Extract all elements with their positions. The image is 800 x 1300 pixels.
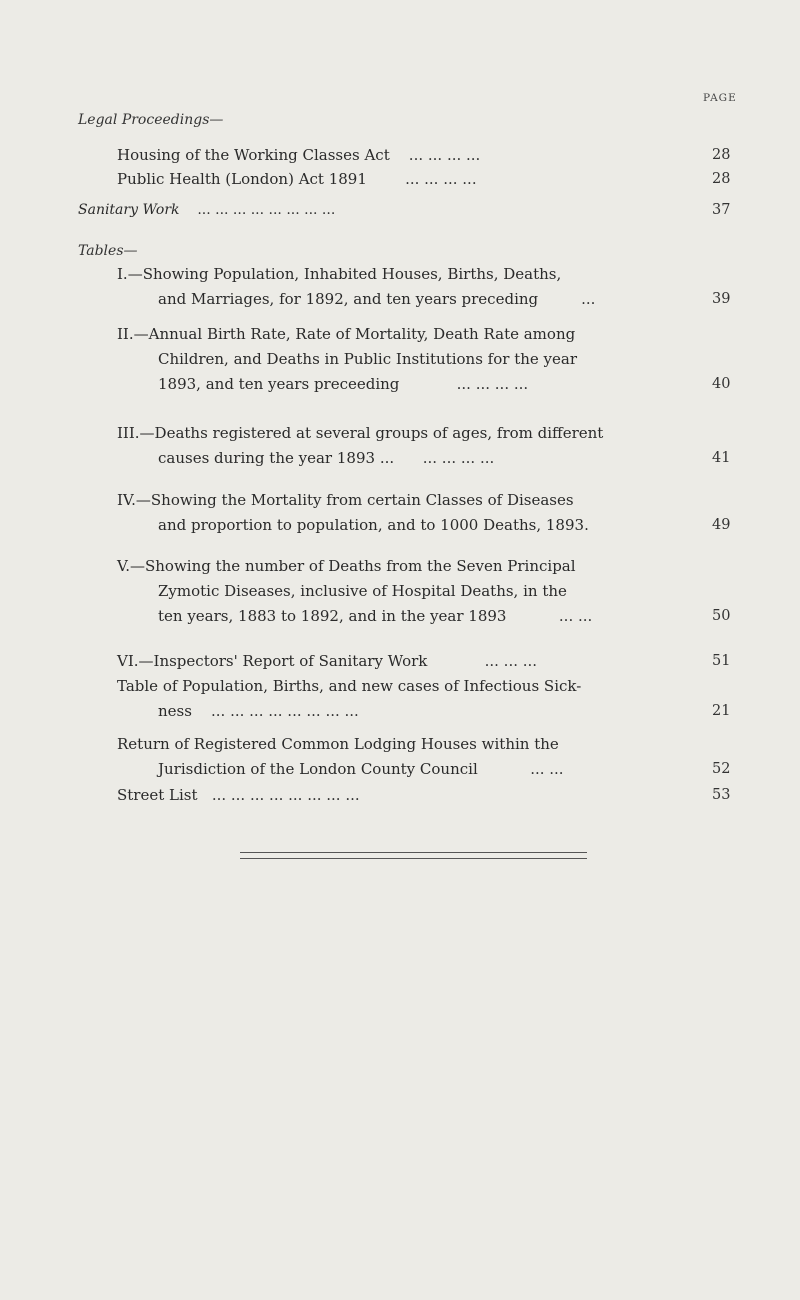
- divider-rule-top: [240, 852, 587, 853]
- entry-line: ness: [158, 702, 192, 720]
- entry-title: Sanitary Work: [78, 202, 180, 218]
- entry-line: VI.—Inspectors' Report of Sanitary Work: [117, 652, 428, 670]
- leader-dots: ... ... ...: [484, 652, 538, 670]
- entry-line: Zymotic Diseases, inclusive of Hospital Deaths, in the: [158, 582, 567, 600]
- entry-line: V.—Showing the number of Deaths from the Seven Principal: [117, 557, 576, 575]
- leader-dots: ... ... ... ...: [422, 449, 495, 467]
- entry-line: Return of Registered Common Lodging Houses within the: [117, 735, 559, 753]
- entry-page-number: 39: [712, 291, 731, 307]
- legal-proceedings-heading: Legal Proceedings—: [78, 112, 224, 128]
- leader-dots: ... ... ... ... ... ... ... ...: [211, 786, 360, 804]
- leader-dots: ... ... ... ...: [456, 375, 529, 393]
- entry-line: I.—Showing Population, Inhabited Houses, Births, Deaths,: [117, 265, 562, 283]
- leader-dots: ... ...: [530, 760, 564, 778]
- leader-dots: ... ... ... ...: [408, 146, 481, 164]
- entry-title: Public Health (London) Act 1891: [117, 170, 367, 188]
- divider-rule-bottom: [240, 858, 587, 859]
- leader-dots: ... ... ... ... ... ... ... ...: [211, 702, 359, 720]
- page-label: PAGE: [703, 92, 737, 104]
- entry-page-number: 52: [712, 761, 731, 777]
- entry-line: Street List: [117, 786, 198, 804]
- entry-title: Housing of the Working Classes Act: [117, 146, 390, 164]
- entry-line: Jurisdiction of the London County Council: [158, 760, 478, 778]
- entry-line: Table of Population, Births, and new cases of Infectious Sick-: [117, 677, 582, 695]
- entry-page-number: 51: [712, 653, 731, 669]
- entry-page-number: 50: [712, 608, 731, 624]
- entry-page-number: 53: [712, 787, 731, 803]
- entry-line: II.—Annual Birth Rate, Rate of Mortality, Death Rate among: [117, 325, 576, 343]
- entry-line: and proportion to population, and to 1000 Deaths, 1893.: [158, 516, 589, 534]
- entry-page-number: 28: [712, 171, 731, 187]
- entry-page-number: 28: [712, 147, 731, 163]
- entry-line: causes during the year 1893 ...: [158, 449, 395, 467]
- entry-line: Children, and Deaths in Public Institutions for the year: [158, 350, 577, 368]
- leader-dots: ...: [581, 290, 596, 308]
- entry-page-number: 49: [712, 517, 731, 533]
- entry-page-number: 21: [712, 703, 731, 719]
- entry-line: ten years, 1883 to 1892, and in the year 1893: [158, 607, 507, 625]
- entry-page-number: 41: [712, 450, 731, 466]
- entry-line: and Marriages, for 1892, and ten years preceding: [158, 290, 539, 308]
- entry-page-number: 37: [712, 202, 731, 218]
- entry-line: IV.—Showing the Mortality from certain Classes of Diseases: [117, 491, 574, 509]
- leader-dots: ... ... ... ...: [405, 170, 477, 188]
- tables-heading: Tables—: [78, 243, 138, 259]
- entry-line: III.—Deaths registered at several groups of ages, from different: [117, 424, 604, 442]
- leader-dots: ... ...: [558, 607, 593, 625]
- entry-line: 1893, and ten years preceeding: [158, 375, 400, 393]
- entry-page-number: 40: [712, 376, 731, 392]
- leader-dots: ... ... ... ... ... ... ... ...: [197, 202, 336, 218]
